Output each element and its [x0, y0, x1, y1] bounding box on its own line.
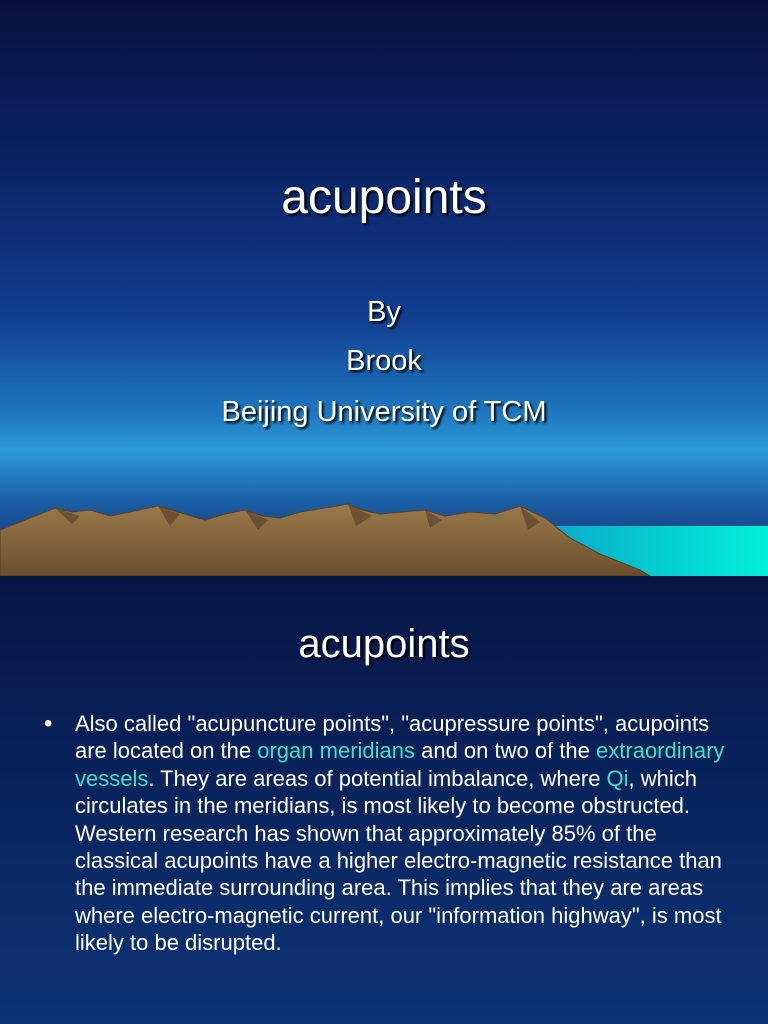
link-organ-meridians[interactable]: organ meridians: [257, 738, 415, 764]
mountain-range: [0, 504, 650, 576]
slide-title: acupoints: [298, 622, 470, 666]
link-extraordinary-vessels[interactable]: extraordinary vessels: [75, 738, 725, 791]
body-text-2: and on two of the: [415, 738, 597, 764]
bullet-text: [75, 710, 740, 957]
byline-by: By: [367, 296, 401, 328]
author-name: Brook: [346, 345, 422, 377]
institution-name: Beijing University of TCM: [221, 396, 547, 428]
body-text-3: . They are areas of potential imbalance, where: [148, 765, 607, 791]
body-text-4: , which circulates in the meridians, is most likely to become obstructed. Western research has shown that approximately 85% of the classical acupoints have a higher electro-magnetic resistance than the immediate surrounding area. This implies that they are areas where electro-magnetic current, our "information highway", is most likely to be disrupted.: [75, 765, 722, 956]
link-qi[interactable]: Qi: [606, 765, 629, 791]
body-text-1: Also called "acupuncture points", "acupressure points", acupoints are located on the: [75, 711, 710, 764]
content-slide: [0, 576, 768, 1024]
mountain-landscape: [0, 490, 768, 576]
bullet-icon: •: [44, 710, 53, 737]
slide-title: acupoints: [281, 171, 487, 224]
